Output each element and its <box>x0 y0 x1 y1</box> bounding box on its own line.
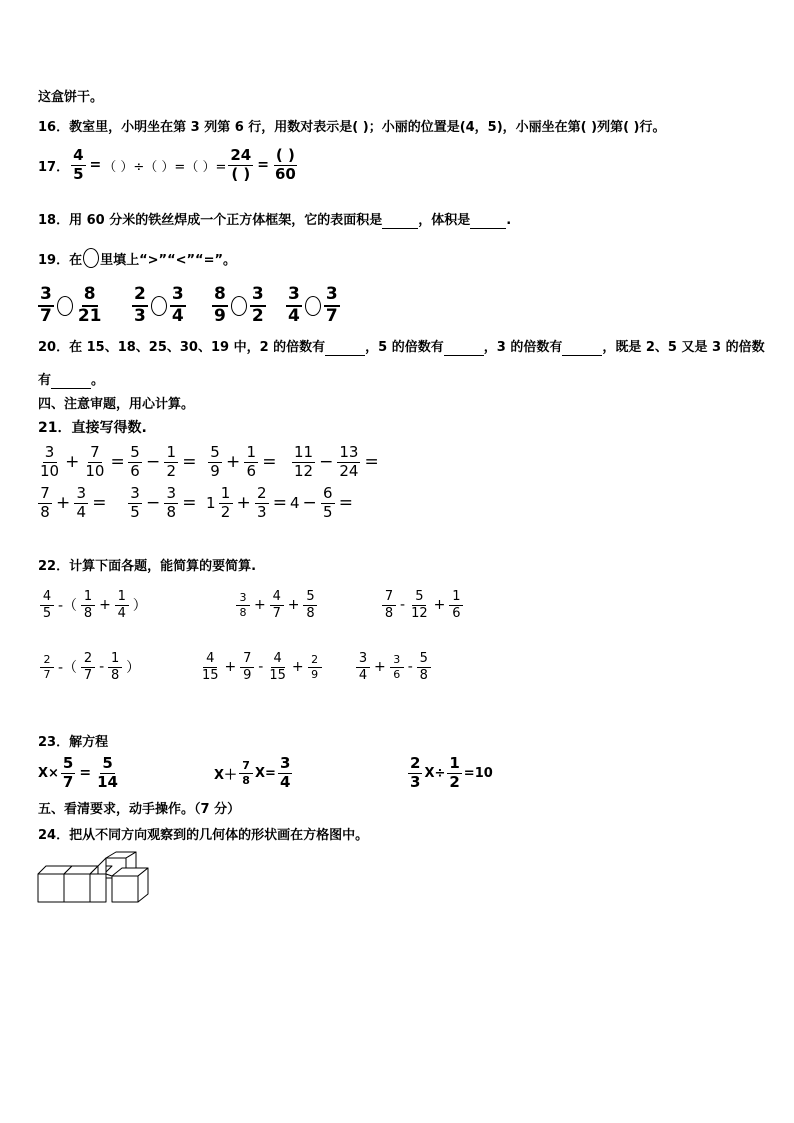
q23-equation-1: X× $\frac{5}{7}$ = $\frac{5}{14}$ <box>38 754 118 791</box>
q19-pair-4: 3 4 3 7 <box>288 284 338 326</box>
q21-r1-e4: 11 12 − $\frac{13}{24}$ = <box>294 443 379 480</box>
q23-equation-3: 2 3 X÷ $\frac{1}{2}$ =10 <box>410 754 493 791</box>
q22-expr-3: 7 8 - 5 12 + $\frac{1}{6}$ <box>380 590 465 620</box>
q22-expr-5: 4 15 + $\frac{7}{9}$ - 4 15 + $\frac{2}{9}$ <box>198 652 324 682</box>
q19-pair-1: 3 7 8 21 <box>40 284 102 326</box>
q23-equation-2: X＋ 7 8 X= $\frac{3}{4}$ <box>214 754 291 791</box>
cube-2 <box>64 874 90 902</box>
q19-compare-circle-3[interactable] <box>231 296 247 316</box>
q19-pair-2: 2 3 3 4 <box>134 284 184 326</box>
cubes-figure <box>36 850 156 906</box>
question-18: 18．用 60 分米的铁丝焊成一个正方体框架，它的表面积是 ，体积是 . <box>38 213 512 228</box>
question-23-title: 23．解方程 <box>38 735 109 750</box>
q20-blank-5[interactable] <box>444 340 484 356</box>
q18-blank-area[interactable] <box>382 213 418 229</box>
q22-expr-6: 3 4 + $\frac{3}{6}$ - 5 8 <box>354 652 433 682</box>
q21-r1-e2: 5 6 − $\frac{1}{2}$ = <box>126 445 199 480</box>
q21-r2-e2: 3 5 − $\frac{3}{8}$ = <box>126 486 199 521</box>
q17-fraction-3: ( ) 60 <box>274 146 296 183</box>
q17-label: 17． <box>38 159 70 175</box>
cube-1 <box>38 874 64 902</box>
q22-expr-1: 4 5 -（ 1 8 + $\frac{1}{4}$ ） <box>38 590 149 620</box>
q19-pair-3: 8 9 3 2 <box>214 284 264 326</box>
q20-blank-2[interactable] <box>325 340 365 356</box>
q21-r2-e4: 4 − $\frac{6}{5}$ = <box>290 484 354 521</box>
q17-fraction-2: 24 ( ) <box>230 146 252 183</box>
q20-blank-all[interactable] <box>51 373 91 389</box>
q22-expr-4: 2 7 -（ 2 7 - 1 8 ） <box>38 652 142 682</box>
q21-r1-e1: 3 10 + $\frac{7}{10}$ = <box>40 443 125 480</box>
cube-3 <box>90 874 106 902</box>
q21-r2-e3: 1 1 2 + $\frac{2}{3}$ = <box>206 484 288 521</box>
q22-expr-2: 3 8 + $\frac{4}{7}$ + $\frac{5}{8}$ <box>234 590 319 620</box>
question-24: 24．把从不同方向观察到的几何体的形状画在方格图中。 <box>38 828 369 843</box>
question-19: 19．在 里填上“>”“<”“=”。 <box>38 248 236 268</box>
question-21-title: 21．直接写得数. <box>38 420 147 436</box>
section-4-heading: 四、注意审题，用心计算。 <box>38 397 195 412</box>
q21-r1-e3: 5 9 + $\frac{1}{6}$ = <box>206 445 279 480</box>
q19-compare-circle-4[interactable] <box>305 296 321 316</box>
circle-icon <box>83 248 99 268</box>
q21-r2-e1: 7 8 + $\frac{3}{4}$ = <box>36 486 109 521</box>
q18-blank-volume[interactable] <box>470 213 506 229</box>
section-5-heading: 五、看清要求，动手操作。（7 分） <box>38 802 241 817</box>
question-22-title: 22．计算下面各题，能简算的要简算. <box>38 559 257 574</box>
question-16: 16．教室里，小明坐在第 3 列第 6 行，用数对表示是( )；小丽的位置是(4，5)，小丽坐在第( )列第( )行。 <box>38 120 666 135</box>
question-20-line-2: 有 。 <box>38 373 105 388</box>
question-17: 17． $\frac{4}{5}$ = （ ）÷（ ）=（ ）= 24 ( ) = ( ) 60 <box>38 146 296 183</box>
q17-fraction-1: $\frac{4}{5}$ <box>73 146 84 183</box>
text-line-top: 这盒饼干。 <box>38 90 104 105</box>
cube-right-front <box>112 876 138 902</box>
q20-blank-3[interactable] <box>562 340 602 356</box>
q19-compare-circle-1[interactable] <box>57 296 73 316</box>
question-20-line-1: 20．在 15、18、25、30、19 中，2 的倍数有 ，5 的倍数有 ，3 的倍数有 ，既是 2、5 又是 3 的倍数 <box>38 340 765 355</box>
q19-compare-circle-2[interactable] <box>151 296 167 316</box>
